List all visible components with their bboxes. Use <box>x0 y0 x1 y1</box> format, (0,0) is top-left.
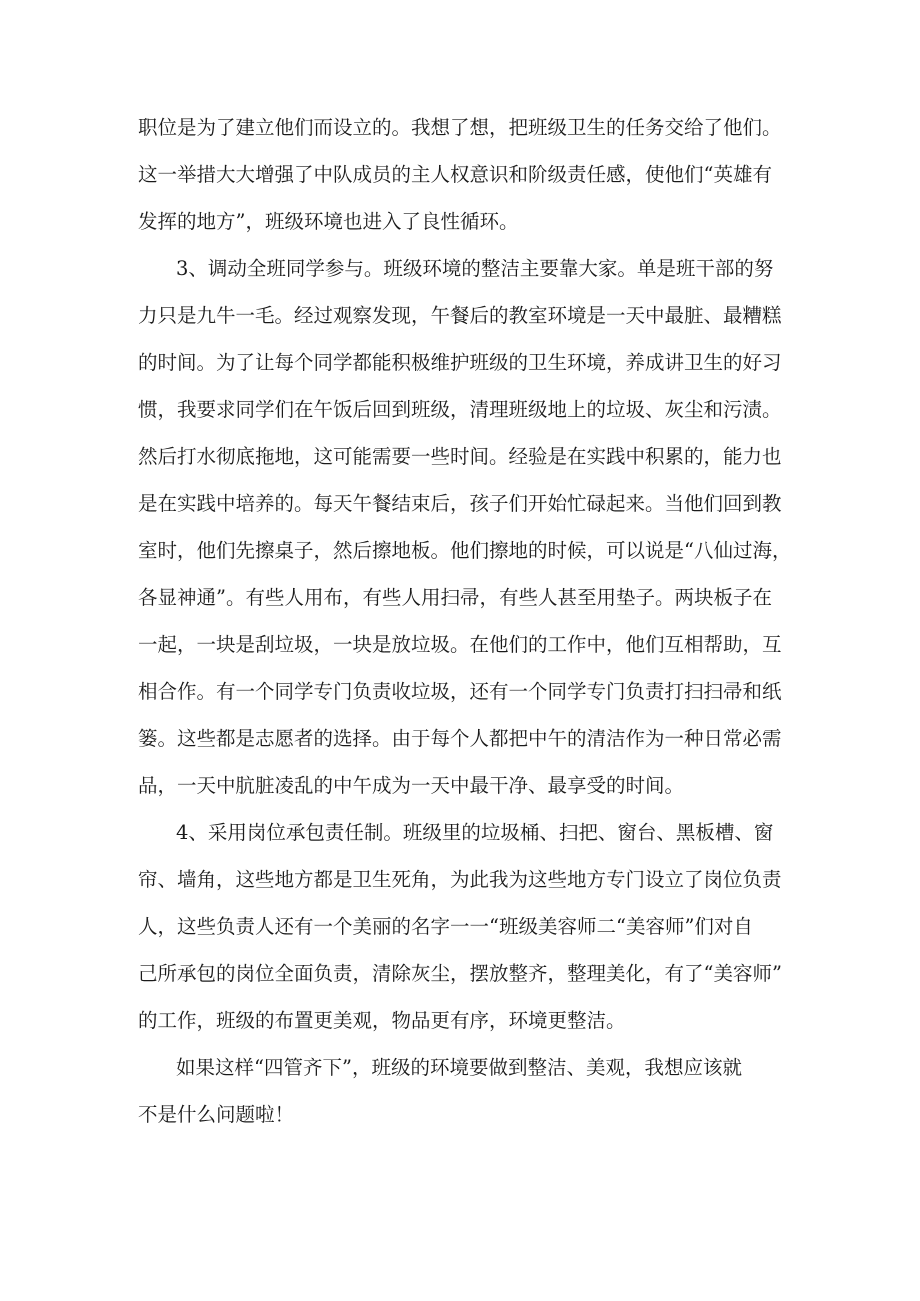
text-line: 惯，我要求同学们在午饭后回到班级，清理班级地上的垃圾、灰尘和污渍。 <box>138 398 782 421</box>
text-line: 篓。这些都是志愿者的选择。由于每个人都把中午的清洁作为一种日常必需 <box>138 727 782 750</box>
text-line: 这一举措大大增强了中队成员的主人权意识和阶级责任感，使他们“英雄有 <box>138 163 772 186</box>
text-line: 的工作，班级的布置更美观，物品更有序，环境更整洁。 <box>138 1009 626 1032</box>
text-line: 室时，他们先擦桌子，然后擦地板。他们擦地的时候，可以说是“八仙过海， <box>138 539 792 562</box>
text-line: 发挥的地方”，班级环境也进入了良性循环。 <box>138 210 519 233</box>
text-line: 是在实践中培养的。每天午餐结束后，孩子们开始忙碌起来。当他们回到教 <box>138 492 782 515</box>
text-line: 各显神通”。有些人用布，有些人用扫帚，有些人甚至用垫子。两块板子在 <box>138 586 772 609</box>
text-line: 一起，一块是刮垃圾，一块是放垃圾。在他们的工作中，他们互相帮助，互 <box>138 633 782 656</box>
conclusion-line: 如果这样“四管齐下”，班级的环境要做到整洁、美观，我想应该就 <box>176 1056 742 1079</box>
text-line: 然后打水彻底拖地，这可能需要一些时间。经验是在实践中积累的，能力也 <box>138 445 782 468</box>
paragraph-3-heading-line: 3、调动全班同学参与。班级环境的整洁主要靠大家。单是班干部的努 <box>176 257 774 280</box>
text-line: 相合作。有一个同学专门负责收垃圾，还有一个同学专门负责打扫扫帚和纸 <box>138 680 782 703</box>
text-line: 职位是为了建立他们而设立的。我想了想，把班级卫生的任务交给了他们。 <box>138 116 782 139</box>
text-line: 帘、墙角，这些地方都是卫生死角，为此我为这些地方专门设立了岗位负责 <box>138 868 782 891</box>
text-line: 人，这些负责人还有一个美丽的名字一一“班级美容师二“美容师”们对自 <box>138 915 753 938</box>
text-line: 的时间。为了让每个同学都能积极维护班级的卫生环境，养成讲卫生的好习 <box>138 351 782 374</box>
paragraph-4-heading-line: 4、采用岗位承包责任制。班级里的垃圾桶、扫把、窗台、黑板槽、窗 <box>176 821 774 844</box>
text-line: 不是什么问题啦！ <box>138 1103 295 1126</box>
text-line: 品，一天中肮脏凌乱的中午成为一天中最干净、最享受的时间。 <box>138 774 685 797</box>
text-line: 力只是九牛一毛。经过观察发现，午餐后的教室环境是一天中最脏、最糟糕 <box>138 304 782 327</box>
text-line: 己所承包的岗位全面负责，清除灰尘，摆放整齐，整理美化，有了“美容师” <box>138 962 782 985</box>
